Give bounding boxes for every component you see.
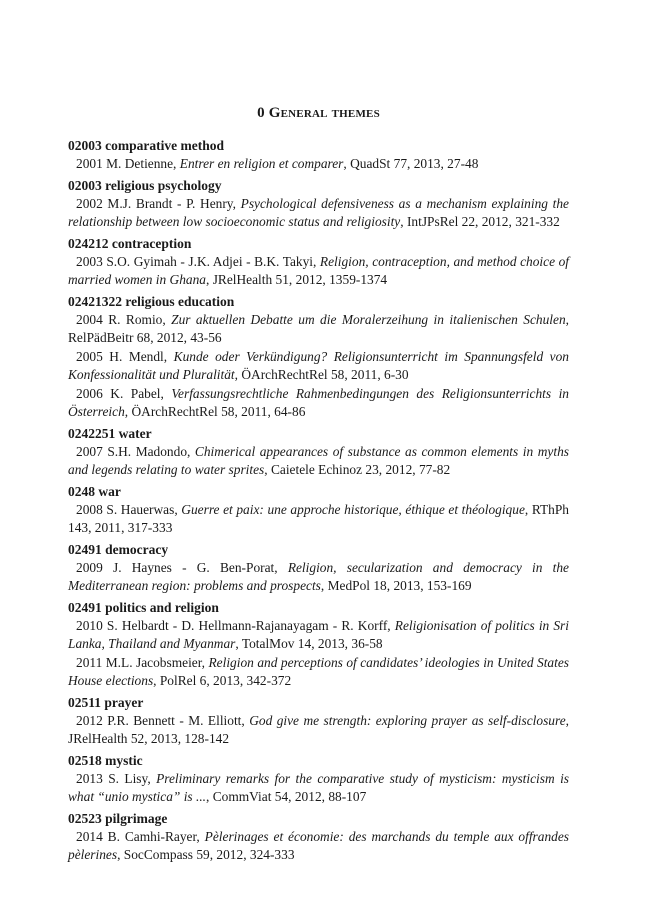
topic-block xyxy=(68,234,569,290)
entry-author: 2007 S.H. Madondo, xyxy=(76,443,195,459)
entry-source: , RelPädBeitr 68, 2012, 43-56 xyxy=(68,311,569,345)
topic-heading: 02421322 religious education xyxy=(68,293,235,309)
topic-block xyxy=(68,136,569,174)
topic-heading: 024212 contraception xyxy=(68,235,192,251)
entry-author: 2006 K. Pabel, xyxy=(76,385,172,401)
section-title: 0 General themes xyxy=(257,105,380,121)
entry-source: , TotalMov 14, 2013, 36-58 xyxy=(235,636,383,651)
entry-author: 2001 M. Detienne, xyxy=(76,156,180,171)
entry-title: Preliminary remarks for the comparative study of mysticism: mysticism is what “unio mystica” is ... xyxy=(68,770,569,804)
entry-author: 2013 S. Lisy, xyxy=(76,770,157,786)
bibliography-entry xyxy=(68,828,569,865)
entry-author: 2012 P.R. Bennett - M. Elliott, xyxy=(76,712,250,728)
topic-heading: 02491 democracy xyxy=(68,541,169,557)
topic-heading: 0248 war xyxy=(68,483,121,499)
topic-heading: 02003 comparative method xyxy=(68,138,224,153)
topic-block xyxy=(68,292,569,422)
entry-source: , JRelHealth 52, 2013, 128-142 xyxy=(68,712,569,746)
topic-heading: 02523 pilgrimage xyxy=(68,810,168,826)
entry-author: 2004 R. Romio, xyxy=(76,311,172,327)
entry-title: Religion, contraception, and method choice of married women in Ghana xyxy=(68,253,569,287)
entry-title: Psychological defensiveness as a mechanism explaining the relationship between low socioeconomic status and religiosity xyxy=(68,195,569,229)
entry-source: , RThPh 143, 2011, 317-333 xyxy=(68,501,569,535)
entry-author: 2009 J. Haynes - G. Ben-Porat, xyxy=(76,559,288,575)
bibliography-entry xyxy=(68,617,569,654)
topic-block xyxy=(68,540,569,596)
entry-title: Religion and perceptions of candidates’ ideologies in United States House elections xyxy=(68,654,569,688)
bibliography-entry xyxy=(68,348,569,385)
entry-title: Religionisation of politics in Sri Lanka, Thailand and Myanmar xyxy=(68,617,569,651)
entry-author: 2002 M.J. Brandt - P. Henry, xyxy=(76,195,241,211)
topic-block xyxy=(68,693,569,749)
topic-heading: 02511 prayer xyxy=(68,694,144,710)
entry-title: Zur aktuellen Debatte um die Moralerzeihung in italienischen Schulen xyxy=(171,311,566,327)
entry-title: God give me strength: exploring prayer as self-disclosure xyxy=(249,712,566,728)
topic-block xyxy=(68,598,569,691)
bibliography-entry xyxy=(68,559,569,596)
entry-author: 2003 S.O. Gyimah - J.K. Adjei - B.K. Takyi, xyxy=(76,253,320,269)
bibliography-entry xyxy=(68,770,569,807)
topic-heading: 02003 religious psychology xyxy=(68,177,222,193)
topic-block xyxy=(68,424,569,480)
bibliography-entry xyxy=(68,654,569,691)
entry-title: Guerre et paix: une approche historique, éthique et théologique xyxy=(181,501,525,517)
entry-title: Entrer en religion et comparer xyxy=(179,156,344,171)
entry-author: 2008 S. Hauerwas, xyxy=(76,501,182,517)
bibliography-entry xyxy=(68,712,569,749)
topic-block xyxy=(68,809,569,865)
bibliography-entry xyxy=(68,501,569,538)
entry-source: , Caietele Echinoz 23, 2012, 77-82 xyxy=(264,462,451,477)
document-page xyxy=(68,105,569,865)
entry-source: , MedPol 18, 2013, 153-169 xyxy=(320,578,472,593)
topic-block xyxy=(68,176,569,232)
bibliography-entry xyxy=(68,155,569,174)
entry-author: 2005 H. Mendl, xyxy=(76,348,174,364)
topic-block xyxy=(68,482,569,538)
bibliography-entry xyxy=(68,311,569,348)
topic-heading: 02491 politics and religion xyxy=(68,599,219,615)
entry-title: Religion, secularization and democracy in the Mediterranean region: problems and prospects xyxy=(68,559,569,593)
entry-source: , QuadSt 77, 2013, 27-48 xyxy=(343,156,479,171)
entry-source: , ÖArchRechtRel 58, 2011, 6-30 xyxy=(234,367,409,382)
entry-title: Chimerical appearances of substance as common elements in myths and legends relating to water sprites xyxy=(68,443,569,477)
entry-source: , IntJPsRel 22, 2012, 321-332 xyxy=(400,214,560,229)
bibliography-entry xyxy=(68,385,569,422)
entry-author: 2010 S. Helbardt - D. Hellmann-Rajanayagam - R. Korff, xyxy=(76,617,395,633)
topic-block xyxy=(68,751,569,807)
bibliography-entry xyxy=(68,253,569,290)
topic-heading: 02518 mystic xyxy=(68,752,143,768)
entry-source: , CommViat 54, 2012, 88-107 xyxy=(206,789,367,804)
entry-title: Pèlerinages et économie: des marchands du temple aux offrandes pèlerines xyxy=(68,828,569,862)
entry-author: 2014 B. Camhi-Rayer, xyxy=(76,828,205,844)
entry-source: , JRelHealth 51, 2012, 1359-1374 xyxy=(206,272,388,287)
entry-source: , ÖArchRechtRel 58, 2011, 64-86 xyxy=(124,404,306,419)
bibliography-entry xyxy=(68,195,569,232)
entry-author: 2011 M.L. Jacobsmeier, xyxy=(76,654,209,670)
topic-heading: 0242251 water xyxy=(68,425,152,441)
entry-source: , SocCompass 59, 2012, 324-333 xyxy=(117,847,295,862)
entry-source: , PolRel 6, 2013, 342-372 xyxy=(153,673,292,688)
entry-title: Kunde oder Verkündigung? Religionsunterricht im Spannungsfeld von Konfessionalität und Pluralität xyxy=(68,348,569,382)
bibliography-entry xyxy=(68,443,569,480)
entry-title: Verfassungsrechtliche Rahmenbedingungen des Religionsunterrichts in Österreich xyxy=(68,385,569,419)
